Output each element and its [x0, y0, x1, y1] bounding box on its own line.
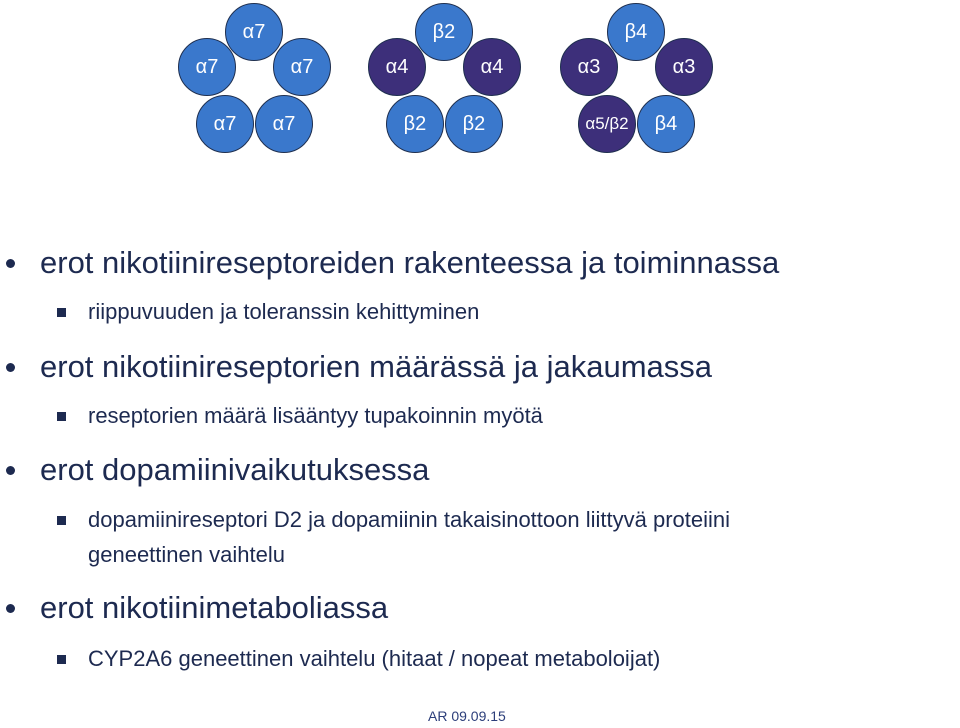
sub-bullet-item: dopamiinireseptori D2 ja dopamiinin takaisinottoon liittyvä proteiini	[88, 507, 731, 532]
sub-bullet-item: geneettinen vaihtelu	[88, 542, 285, 567]
bullet-dot-icon	[6, 604, 15, 613]
subunit-label: α7	[272, 112, 296, 135]
subunit-circle	[386, 95, 444, 153]
subunit-label: α3	[672, 55, 696, 78]
sub-bullet-item: riippuvuuden ja toleranssin kehittyminen	[88, 299, 480, 324]
subunit-label: α7	[242, 20, 266, 43]
subunit-circle	[578, 95, 636, 153]
bullet-item: erot nikotiinireseptoreiden rakenteessa ja toiminnassa	[40, 245, 780, 280]
subunit-circle	[225, 3, 283, 61]
subunit-label: β4	[624, 20, 648, 43]
bullet-dot-icon	[6, 259, 15, 268]
subunit-label: β2	[403, 112, 427, 135]
subunit-circle	[368, 38, 426, 96]
footer-label: AR 09.09.15	[428, 708, 506, 724]
bullet-square-icon	[57, 308, 66, 317]
bullet-square-icon	[57, 516, 66, 525]
subunit-label: α5/β2	[585, 114, 629, 133]
subunit-circle	[560, 38, 618, 96]
subunit-circle	[463, 38, 521, 96]
subunit-label: β2	[432, 20, 456, 43]
subunit-label: α7	[213, 112, 237, 135]
bullet-dot-icon	[6, 466, 15, 475]
subunit-label: α4	[480, 55, 504, 78]
subunit-label: α7	[290, 55, 314, 78]
subunit-label: α7	[195, 55, 219, 78]
subunit-circle	[196, 95, 254, 153]
bullet-square-icon	[57, 412, 66, 421]
subunit-circle	[415, 3, 473, 61]
subunit-circle	[637, 95, 695, 153]
subunit-circle	[255, 95, 313, 153]
subunit-circle	[273, 38, 331, 96]
bullet-item: erot nikotiinimetaboliassa	[40, 590, 389, 625]
bullet-item: erot nikotiinireseptorien määrässä ja jakaumassa	[40, 349, 712, 384]
subunit-label: α4	[385, 55, 409, 78]
subunit-label: α3	[577, 55, 601, 78]
subunit-label: β4	[654, 112, 678, 135]
sub-bullet-item: CYP2A6 geneettinen vaihtelu (hitaat / nopeat metaboloijat)	[88, 646, 661, 671]
bullet-square-icon	[57, 655, 66, 664]
sub-bullet-item: reseptorien määrä lisääntyy tupakoinnin myötä	[88, 403, 543, 428]
bullet-item: erot dopamiinivaikutuksessa	[40, 452, 430, 487]
subunit-circle	[178, 38, 236, 96]
bullet-dot-icon	[6, 363, 15, 372]
subunit-label: β2	[462, 112, 486, 135]
subunit-circle	[655, 38, 713, 96]
subunit-circle	[445, 95, 503, 153]
subunit-circle	[607, 3, 665, 61]
